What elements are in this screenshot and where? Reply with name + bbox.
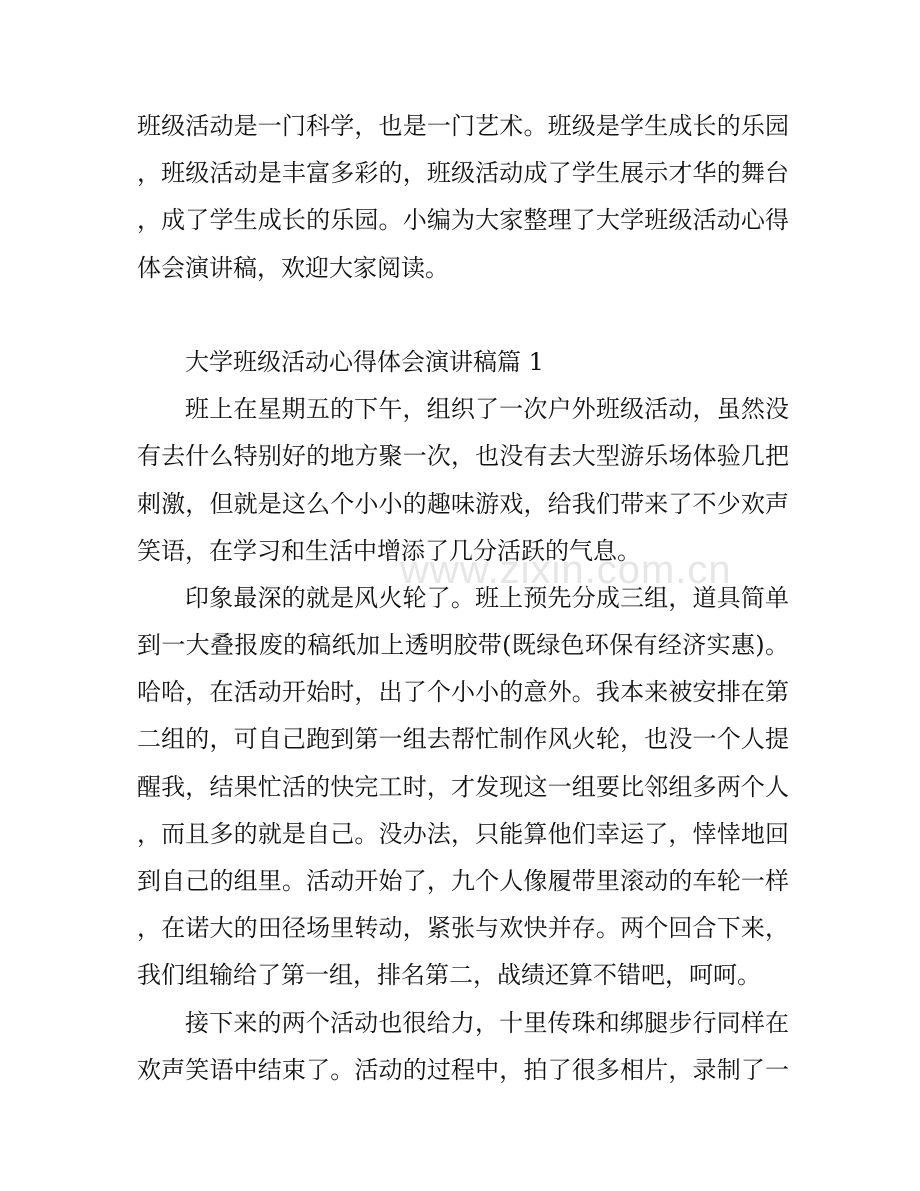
paragraph-2 [137, 575, 789, 1000]
text-line: 欢声笑语中结束了。活动的过程中，拍了很多相片，录制了一 [137, 1055, 789, 1084]
text-line: 体会演讲稿，欢迎大家阅读。 [137, 253, 449, 282]
text-line: ，班级活动是丰富多彩的，班级活动成了学生展示才华的舞台 [137, 159, 789, 188]
text-line: 我们组输给了第一组，排名第二，战绩还算不错吧，呵呵。 [137, 961, 761, 990]
section-title: 大学班级活动心得体会演讲稿篇 1 [185, 347, 544, 376]
watermark: www.zixin.com.cn [400, 548, 732, 592]
paragraph-spacer [137, 292, 789, 339]
paragraph-3 [137, 1000, 789, 1094]
text-line: 哈哈，在活动开始时，出了个小小的意外。我本来被安排在第 [137, 678, 789, 707]
text-line: 有去什么特别好的地方聚一次，也没有去大型游乐场体验几把 [137, 442, 789, 471]
text-line: ，而且多的就是自己。没办法，只能算他们幸运了，悻悻地回 [137, 819, 789, 848]
text-line: 到自己的组里。活动开始了，九个人像履带里滚动的车轮一样 [137, 867, 789, 895]
text-line: ，成了学生成长的乐园。小编为大家整理了大学班级活动心得 [137, 206, 789, 235]
text-line: ，在诺大的田径场里转动，紧张与欢快并存。两个回合下来， [137, 914, 789, 943]
text-line: 刺激，但就是这么个小小的趣味游戏，给我们带来了不少欢声 [137, 489, 789, 518]
text-line: 班级活动是一门科学，也是一门艺术。班级是学生成长的乐园 [137, 112, 789, 140]
intro-paragraph [137, 103, 789, 292]
text-line: 笑语，在学习和生活中增添了几分活跃的气息。 [137, 536, 641, 565]
text-line: 二组的，可自己跑到第一组去帮忙制作风火轮，也没一个人提 [137, 725, 789, 754]
document-body [137, 103, 789, 1094]
text-line: 班上在星期五的下午，组织了一次户外班级活动，虽然没 [185, 395, 789, 424]
text-line: 印象最深的就是风火轮了。班上预先分成三组，道具简单 [185, 583, 789, 612]
text-line: 接下来的两个活动也很给力，十里传珠和绑腿步行同样在 [185, 1008, 789, 1037]
text-line: 醒我，结果忙活的快完工时，才发现这一组要比邻组多两个人 [137, 772, 789, 801]
paragraph-1 [137, 386, 789, 575]
text-line: 到一大叠报废的稿纸加上透明胶带(既绿色环保有经济实惠)。 [137, 631, 789, 660]
